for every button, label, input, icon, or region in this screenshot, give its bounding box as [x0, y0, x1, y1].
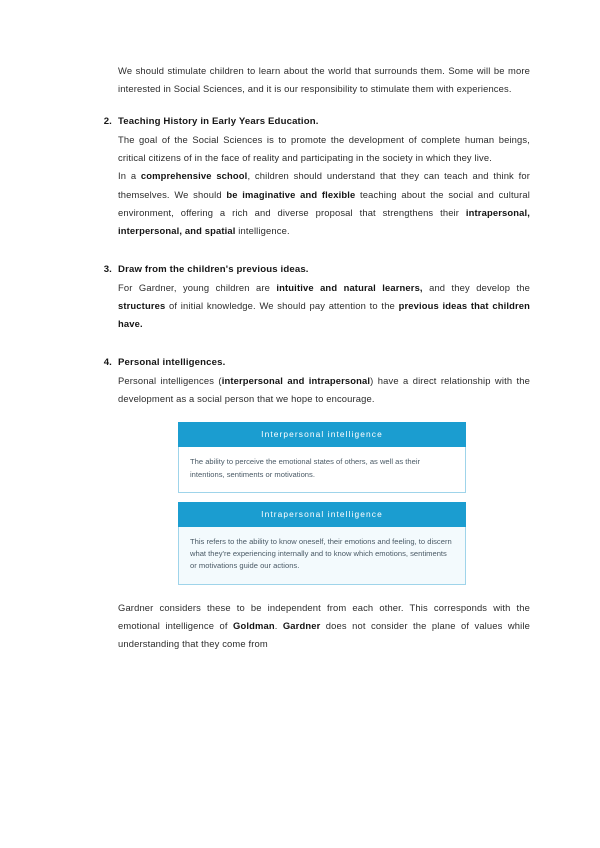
- item-2-paragraph-2: [118, 167, 530, 240]
- item-4-paragraph: [118, 372, 530, 409]
- item-2-number: 2.: [103, 115, 112, 127]
- numbered-item-2: [103, 115, 531, 241]
- p3-seg-b: intuitive and natural learners,: [276, 281, 423, 293]
- closing-seg-c: .: [274, 620, 283, 632]
- numbered-item-3: [103, 263, 530, 334]
- interpersonal-card: [178, 422, 466, 493]
- item-3-heading: [98, 264, 530, 275]
- item-2-paragraph-1: The goal of the Social Sciences is to promote the development of complete human beings, critical citizens of in the face of reality and participating in the society in which they live.: [118, 133, 530, 163]
- interpersonal-card-body: The ability to perceive the emotional states of others, as well as their intentions, sentiments or motivations.: [178, 447, 466, 493]
- p2-seg-g: intelligence.: [235, 225, 290, 237]
- p4-seg-c: ) have a direct relationship with the development as a social person that we hope to encourage.: [118, 374, 531, 404]
- spacer-1: [118, 244, 530, 264]
- intro-paragraph: We should stimulate children to learn about the world that surrounds them. Some will be more interested in Social Sciences, and it is our responsibility to stimulate them with experiences.: [118, 65, 530, 95]
- p3-seg-a: For Gardner, young children are: [118, 281, 277, 293]
- p3-seg-e: of initial knowledge. We should pay attention to the: [165, 299, 399, 311]
- item-3-paragraph: [118, 279, 530, 334]
- p3-seg-c: and they develop the: [422, 281, 530, 293]
- closing-seg-b: Goldman: [233, 620, 275, 632]
- intrapersonal-card-body: This refers to the ability to know oneself, their emotions and feeling, to discern what they're experiencing internally and to know which emotions, sentiments or motivations guide our actions.: [178, 527, 466, 585]
- intrapersonal-card: [178, 502, 466, 585]
- closing-seg-a: Gardner considers these to be independent from each other. This corresponds with the emotional intelligence of: [118, 601, 530, 632]
- p3-seg-f: previous ideas that children have.: [118, 299, 530, 330]
- item-2-title: Teaching History in Early Years Education.: [118, 115, 319, 127]
- p3-seg-d: structures: [118, 299, 166, 311]
- p2-seg-c: , children should understand that they can teach and think for themselves. We should: [118, 170, 530, 200]
- interpersonal-card-header: Interpersonal intelligence: [178, 422, 466, 447]
- closing-seg-e: does not consider the plane of values while understanding that they come from: [118, 620, 530, 650]
- p4-seg-a: Personal intelligences (: [118, 374, 222, 386]
- p2-seg-d: be imaginative and flexible: [226, 188, 356, 200]
- item-3-title: Draw from the children's previous ideas.: [118, 263, 309, 275]
- intrapersonal-card-header: Intrapersonal intelligence: [178, 502, 466, 527]
- item-4-title: Personal intelligences.: [118, 356, 226, 368]
- p2-seg-e: teaching about the social and cultural environment, offering a rich and diverse proposal that strengthens their: [118, 188, 531, 218]
- intelligence-diagram: [178, 422, 466, 584]
- item-3-number: 3.: [103, 263, 112, 275]
- p2-seg-f: intrapersonal, interpersonal, and spatial: [118, 206, 530, 237]
- closing-paragraph: [118, 599, 530, 654]
- item-4-number: 4.: [103, 356, 112, 368]
- p2-seg-a: In a: [118, 170, 141, 182]
- item-2-heading: [98, 116, 530, 127]
- item-4-heading: [98, 357, 530, 368]
- p4-seg-b: interpersonal and intrapersonal: [221, 374, 371, 386]
- numbered-item-4: [103, 356, 531, 409]
- closing-seg-d: Gardner: [282, 620, 321, 632]
- p2-seg-b: comprehensive school: [140, 170, 248, 182]
- spacer-2: [118, 337, 530, 357]
